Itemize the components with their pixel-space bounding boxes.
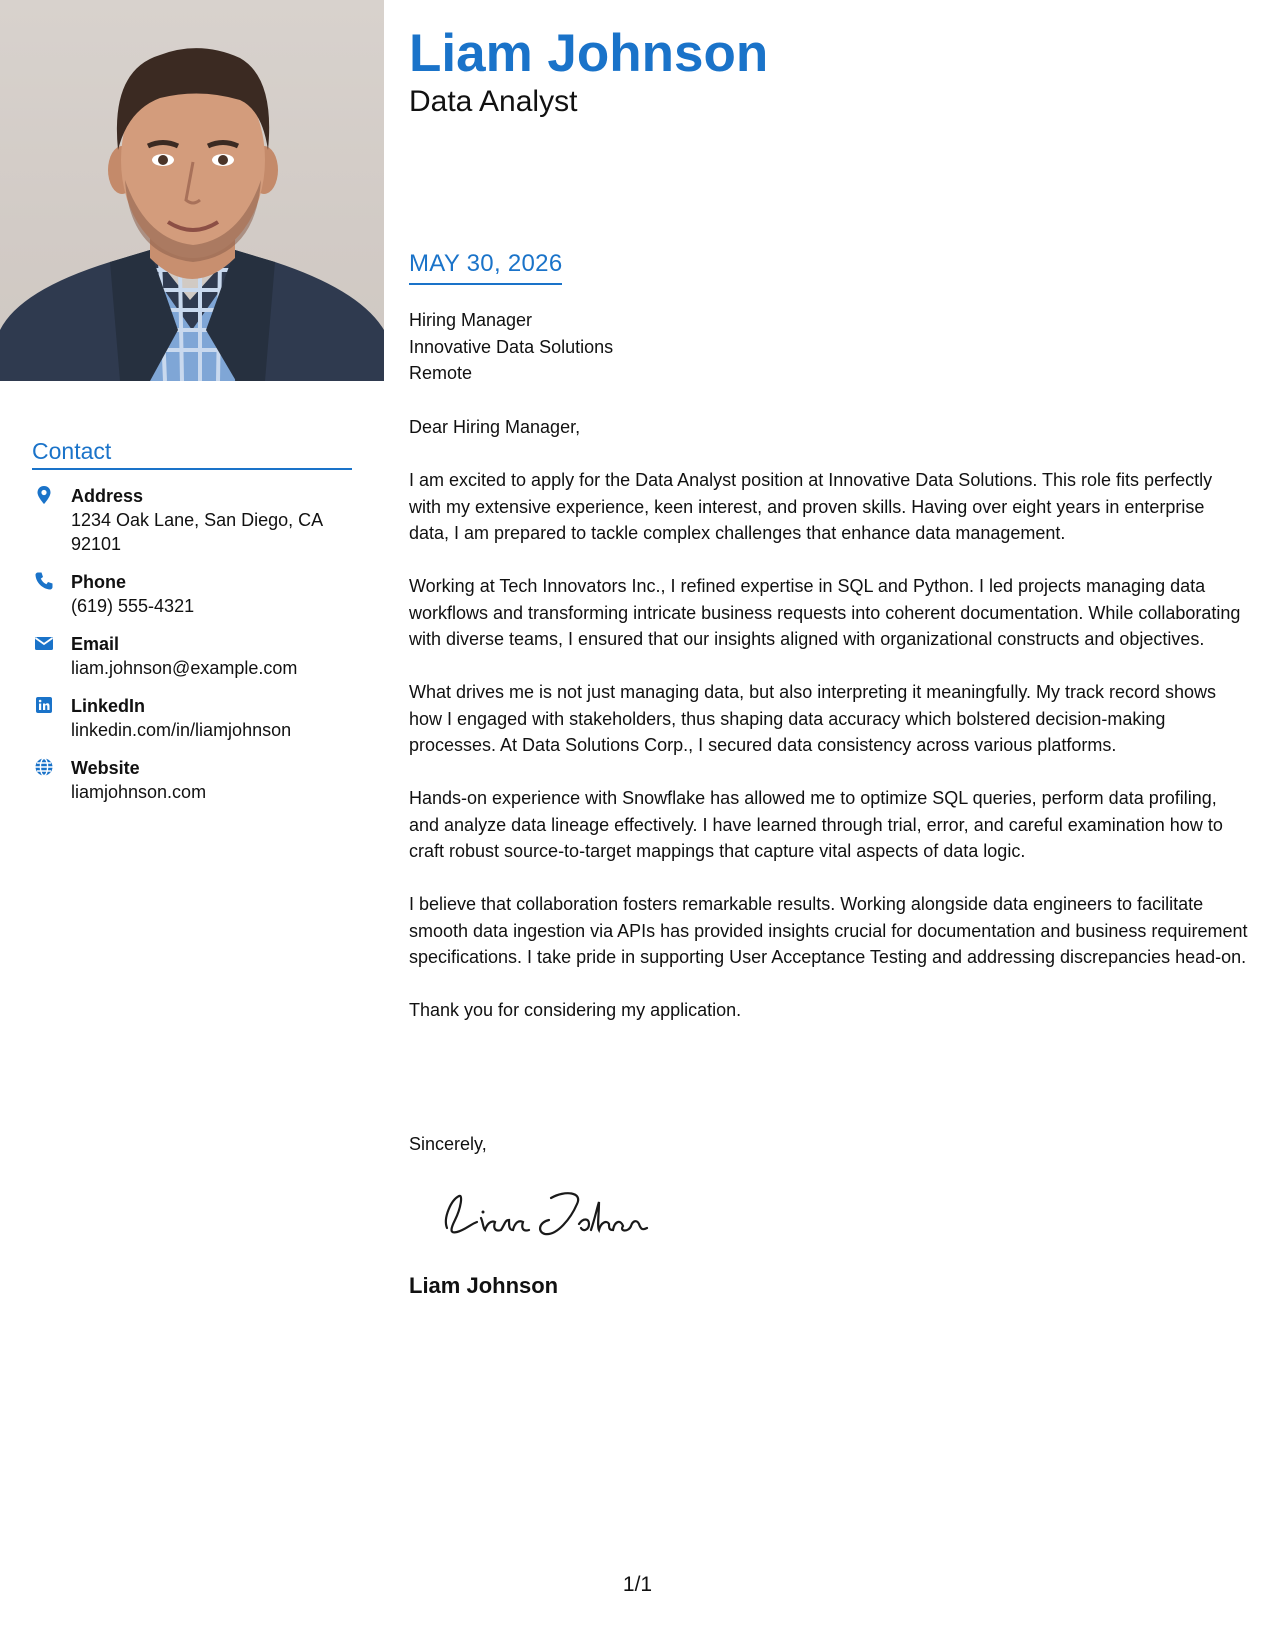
contact-email [32,632,362,680]
location-pin-icon [34,485,54,505]
job-title: Data Analyst [409,85,578,118]
page-number: 1/1 [622,1573,653,1596]
applicant-name: Liam Johnson [409,24,769,83]
profile-photo-illustration [0,0,384,381]
phone-icon [34,571,54,591]
linkedin-value[interactable]: linkedin.com/in/liamjohnson [71,720,292,740]
recipient-line: Innovative Data Solutions [409,336,614,357]
profile-photo [0,0,384,381]
contact-phone [32,570,362,618]
body-paragraph: I am excited to apply for the Data Analyst position at Innovative Data Solutions. This role fits perfectly with my extensive experience, keen interest, and proven skills. Having over eight years in enterprise data, I am prepared to tackle complex challenges that enhance data management. [409,470,1213,543]
address-value: 1234 Oak Lane, San Diego, CA 92101 [71,510,323,554]
recipient-block [409,307,613,387]
closing: Sincerely, [409,1134,487,1154]
body-paragraph: Hands-on experience with Snowflake has allowed me to optimize SQL queries, perform data profiling, and analyze data lineage effectively. I have learned through trial, error, and careful examination how to craft robust source-to-target mappings that capture vital aspects of data logic. [409,788,1223,861]
linkedin-label: LinkedIn [71,696,146,716]
envelope-icon [34,633,54,653]
globe-icon [34,757,54,777]
recipient-line: Hiring Manager [409,310,533,330]
contact-website [32,756,362,804]
email-label: Email [71,634,120,654]
linkedin-icon [34,695,54,715]
website-value[interactable]: liamjohnson.com [71,782,207,802]
body-paragraph: Working at Tech Innovators Inc., I refined expertise in SQL and Python. I led projects managing data workflows and transforming intricate business requests into coherent documentation. While collaborating with diverse teams, I ensured that our insights aligned with organizational constructs and objectives. [409,576,1241,649]
sidebar [0,0,384,1650]
letter-body [409,414,1249,1050]
contact-list [32,484,362,818]
phone-label: Phone [71,572,127,592]
handwritten-signature [433,1178,653,1248]
contact-linkedin [32,694,362,742]
website-label: Website [71,758,140,778]
contact-address [32,484,362,556]
letter-date: MAY 30, 2026 [409,248,562,285]
email-value[interactable]: liam.johnson@example.com [71,658,298,678]
recipient-line: Remote [409,363,473,383]
signer-name: Liam Johnson [409,1273,559,1298]
salutation: Dear Hiring Manager, [409,417,581,437]
body-paragraph: Thank you for considering my application. [409,1000,742,1020]
body-paragraph: I believe that collaboration fosters remarkable results. Working alongside data engineers to facilitate smooth data ingestion via APIs has provided insights crucial for documentation and business requirement specifications. I take pride in supporting User Acceptance Testing and addressing discrepancies head-on. [409,894,1248,967]
address-label: Address [71,486,144,506]
contact-heading: Contact [32,436,352,470]
body-paragraph: What drives me is not just managing data, but also interpreting it meaningfully. My track record shows how I engaged with stakeholders, thus shaping data accuracy which bolstered decision-making processes. At Data Solutions Corp., I secured data consistency across various platforms. [409,682,1217,755]
phone-value: (619) 555-4321 [71,596,195,616]
